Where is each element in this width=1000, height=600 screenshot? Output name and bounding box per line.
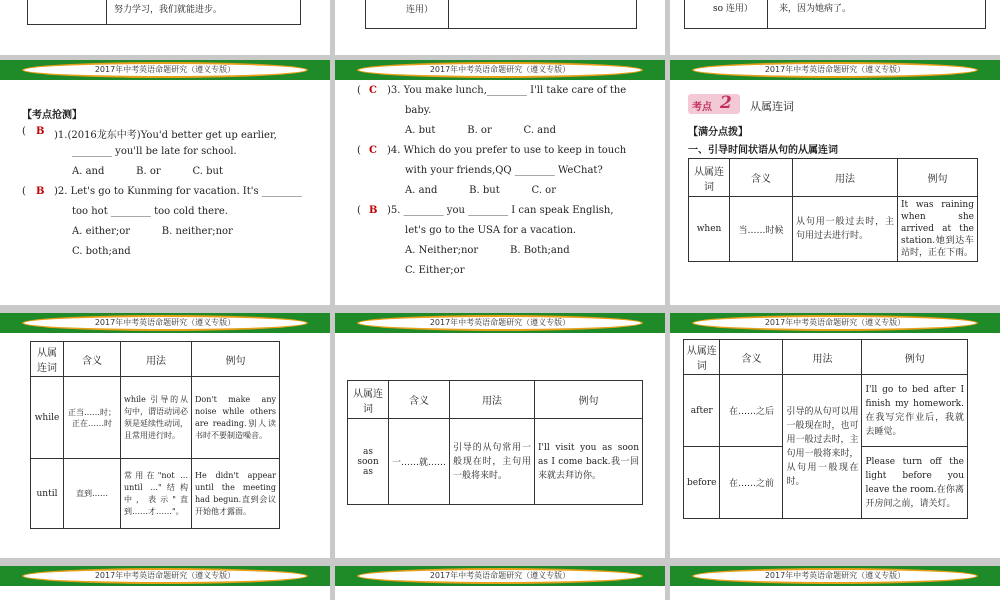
header-caption: 2017年中考英语命题研究（遵义专版） xyxy=(94,318,236,327)
cell-meaning: 在……之前 xyxy=(720,447,783,519)
header-bar xyxy=(335,60,665,80)
question-line: )2. Let's go to Kunming for vacation. It's ________ xyxy=(54,186,302,197)
options: A. Neither;nor B. Both;and xyxy=(405,245,570,256)
slide-bottom-left xyxy=(0,566,330,600)
cell-example: Please turn off the light before you leave the room.在你离开房间之前，请关灯。 xyxy=(862,447,968,519)
col-header: 含义 xyxy=(64,342,121,377)
slide-top-left xyxy=(0,0,330,55)
answer: C xyxy=(369,85,377,96)
sub-heading: 一、引导时间状语从句的从属连词 xyxy=(688,145,838,156)
slide-top-right xyxy=(670,0,1000,55)
cell-word: after xyxy=(684,375,720,447)
header-bar xyxy=(670,566,1000,586)
header-bar xyxy=(0,313,330,333)
answer: B xyxy=(36,186,45,197)
conjunction-table xyxy=(683,339,968,519)
cell-word: as soon as xyxy=(348,419,389,505)
conjunction-table xyxy=(688,158,978,262)
slide-while-until xyxy=(0,313,330,558)
sub-heading: 【满分点拨】 xyxy=(688,127,748,138)
col-header: 含义 xyxy=(720,340,783,375)
col-header: 用法 xyxy=(450,381,535,419)
question-line: )3. You make lunch,________ I'll take care of the xyxy=(387,85,627,96)
header-caption: 2017年中考英语命题研究（遵义专版） xyxy=(94,571,236,580)
cell-word: until xyxy=(31,459,64,529)
question-line: let's go to the USA for a vacation. xyxy=(405,225,577,236)
fragment-text: 来，因为她病了。 xyxy=(779,4,852,14)
table-fragment xyxy=(365,0,637,29)
col-header: 用法 xyxy=(783,340,862,375)
cell-example: He didn't appear until the meeting had begun.直到会议开始他才露面。 xyxy=(192,459,280,529)
col-header: 从属连词 xyxy=(31,342,64,377)
header-caption: 2017年中考英语命题研究（遵义专版） xyxy=(764,318,906,327)
options: A. and B. or C. but xyxy=(72,166,223,177)
slide-after-before xyxy=(670,313,1000,558)
badge-number: 2 xyxy=(720,93,732,113)
table-fragment xyxy=(27,0,301,25)
fragment-text: 努力学习，我们就能进步。 xyxy=(114,5,223,15)
col-header: 从属连词 xyxy=(348,381,389,419)
col-header: 例句 xyxy=(898,159,978,197)
cell-example: It was raining when she arrived at the station.她到达车站时，正在下雨。 xyxy=(898,197,978,262)
topic-title: 从属连词 xyxy=(750,100,794,113)
header-bar xyxy=(0,566,330,586)
cell-usage: 引导的从句常用一般现在时，主句用一般将来时。 xyxy=(450,419,535,505)
answer: B xyxy=(36,126,45,137)
topic-badge xyxy=(688,94,740,114)
cell-meaning: 在……之后 xyxy=(720,375,783,447)
question-line: with your friends,QQ ________ WeChat? xyxy=(405,165,603,176)
col-header: 用法 xyxy=(793,159,898,197)
col-header: 例句 xyxy=(862,340,968,375)
cell-example: Don't make any noise while others are reading.别人读书时不要制造噪音。 xyxy=(192,377,280,459)
col-header: 含义 xyxy=(730,159,793,197)
slide-conjunctions-intro xyxy=(670,60,1000,305)
header-bar xyxy=(335,313,665,333)
col-header: 从属连词 xyxy=(684,340,720,375)
table-row xyxy=(689,197,978,262)
badge-label: 考点 xyxy=(692,102,712,113)
options: A. and B. but C. or xyxy=(405,185,556,196)
slide-quiz-1: 2017年中考英语命题研究（遵义专版） 【考点抢测】 ( B )1.(2016龙东中考)You'd better get up earlier, ________ you'll be late for school. A. and B. or C. but ( B )2. Let's go to Kunming for vacation. It's ________ too hot ________ too cold there. A. either;or B. neither;nor C. both;and xyxy=(0,60,330,305)
cell-usage: 常用在"not ... until ..."结构中，表示"直到……才……"。 xyxy=(121,459,192,529)
header-bar xyxy=(335,566,665,586)
cell-usage: 引导的从句可以用一般现在时，也可用一般过去时，主句用一般将来时，从句用一般现在时。 xyxy=(783,375,862,519)
slide-as-soon-as xyxy=(335,313,665,558)
options: C. Either;or xyxy=(405,265,465,276)
answer: C xyxy=(369,145,377,156)
question-line: )5. ________ you ________ I can speak English, xyxy=(387,205,614,216)
cell-meaning: 当……时候 xyxy=(730,197,793,262)
conjunction-table xyxy=(30,341,280,529)
header-caption: 2017年中考英语命题研究（遵义专版） xyxy=(429,571,571,580)
header-caption: 2017年中考英语命题研究（遵义专版） xyxy=(429,318,571,327)
options: A. but B. or C. and xyxy=(405,125,556,136)
cell-example: I'll go to bed after I finish my homework.在我写完作业后，我就去睡觉。 xyxy=(862,375,968,447)
header-bar xyxy=(0,60,330,80)
options: C. both;and xyxy=(72,246,131,257)
cell-usage: 从句用一般过去时，主句用过去进行时。 xyxy=(793,197,898,262)
header-caption: 2017年中考英语命题研究（遵义专版） xyxy=(764,65,906,74)
slide-bottom-middle xyxy=(335,566,665,600)
table-fragment xyxy=(684,0,986,29)
col-header: 例句 xyxy=(535,381,643,419)
col-header: 含义 xyxy=(389,381,450,419)
col-header: 从属连词 xyxy=(689,159,730,197)
slide-quiz-2: 2017年中考英语命题研究（遵义专版） ( C )3. You make lunch,________ I'll take care of the baby. A. but B. or C. and ( C )4. Which do you prefer to use to keep in touch with your friends,QQ ________ WeChat? A. and B. but C. or ( B )5. ________ you ________ I can speak English, let's go to the USA for a vacation. A. Neither;nor B. Both;and C. Either;or xyxy=(335,60,665,305)
cell-word: while xyxy=(31,377,64,459)
fragment-text: 连用） xyxy=(406,5,434,15)
table-row xyxy=(684,375,968,447)
question-line: )4. Which do you prefer to use to keep in touch xyxy=(387,145,627,156)
header-caption: 2017年中考英语命题研究（遵义专版） xyxy=(429,65,571,74)
conjunction-table xyxy=(347,380,643,505)
cell-word: before xyxy=(684,447,720,519)
fragment-text: so 连用） xyxy=(713,4,753,14)
question-line: ________ you'll be late for school. xyxy=(72,146,237,157)
cell-meaning: 一……就…… xyxy=(389,419,450,505)
cell-meaning: 正当……时；正在……时 xyxy=(64,377,121,459)
header-bar xyxy=(670,313,1000,333)
slide-bottom-right xyxy=(670,566,1000,600)
cell-usage: while 引导的从句中，谓语动词必须是延续性动词，且常用进行时。 xyxy=(121,377,192,459)
cell-example: I'll visit you as soon as I come back.我一回来就去拜访你。 xyxy=(535,419,643,505)
section-heading: 【考点抢测】 xyxy=(22,110,82,121)
cell-word: when xyxy=(689,197,730,262)
question-line: baby. xyxy=(405,105,432,116)
question-line: )1.(2016龙东中考)You'd better get up earlier, xyxy=(54,130,277,141)
col-header: 用法 xyxy=(121,342,192,377)
header-bar xyxy=(670,60,1000,80)
cell-meaning: 直到…… xyxy=(64,459,121,529)
answer: B xyxy=(369,205,378,216)
slide-top-middle xyxy=(335,0,665,55)
table-row xyxy=(31,377,280,459)
header-caption: 2017年中考英语命题研究（遵义专版） xyxy=(94,65,236,74)
col-header: 例句 xyxy=(192,342,280,377)
header-caption: 2017年中考英语命题研究（遵义专版） xyxy=(764,571,906,580)
options: A. either;or B. neither;nor xyxy=(72,226,233,237)
question-line: too hot ________ too cold there. xyxy=(72,206,228,217)
table-row xyxy=(31,459,280,529)
table-row xyxy=(348,419,643,505)
